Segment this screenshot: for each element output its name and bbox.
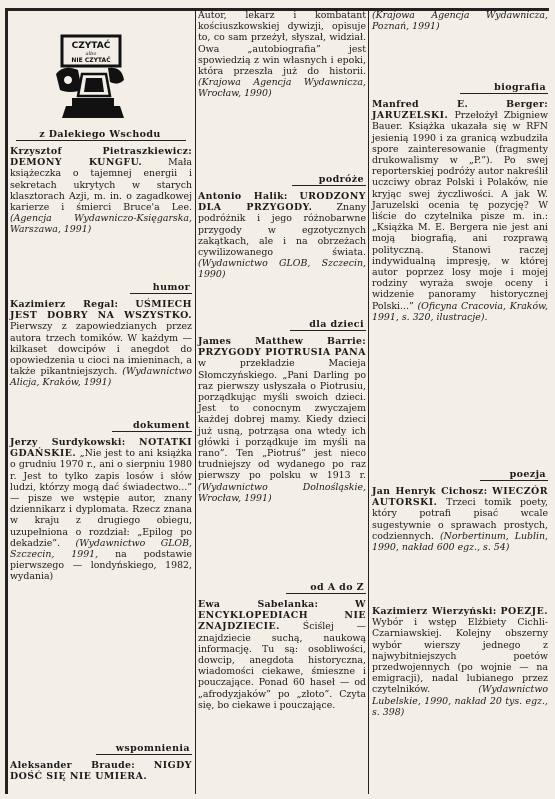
entry-author: Ewa Sabelanka: (198, 599, 319, 610)
entry-title: POEZJE. (500, 606, 549, 617)
entry-author: Kazimierz Regal: (10, 299, 119, 310)
entry-publisher: (Krajowa Agencja Wydawnicza, Wrocław, 1990) (198, 77, 366, 100)
entry-author: Kazimierz Wierzyński: (372, 606, 497, 617)
entry-body: Trzeci tomik poety, który potrafi pisać wcale sugestywnie o sprawach prostych, codziennych. (372, 497, 548, 542)
entry-body: Znany podróżnik i jego różnobarwne przygody w egzotycznych zakątkach, ale i na obrzeżach cywilizowanego świata. (198, 202, 366, 259)
entry-publisher: (Agencja Wydawniczo-Księgarska, Warszawa, 1991) (10, 213, 192, 236)
column-rule-1 (195, 10, 196, 794)
section-head-biografia: biografia (460, 82, 548, 94)
entry-title: UŚMIECH JEST DOBRY NA WSZYSTKO. (10, 299, 192, 322)
entry-publisher: (Krajowa Agencja Wydawnicza, Poznań, 1991) (372, 10, 548, 33)
entry-barrie (198, 336, 366, 504)
entry-body: Autor, lekarz i kombatant kościuszkowskiej dywizji, opisuje to, co sam przeżył, słyszał, widział. Owa „autobiografia” jest spowiedzią z win własnych i epoki, która przeszła już do historii. (198, 10, 366, 78)
entry-note: na podstawie pierwszego — londyńskiego, 1982, wydania) (10, 549, 193, 583)
entry-author: Krzysztof Pietraszkiewicz: (10, 146, 192, 157)
entry-body: Przełożył Zbigniew Bauer. Książka ukazała się w RFN jesienią 1990 i za granicą wzbudziła spore zainteresowanie (fragmenty drukowalismy w „P.”). Po swej reporterskiej podróży autor nakreślił uczciwy obraz Polski i Polaków, nie kryjąc swej życzliwości. A jak W. Jaruzelski ocenia tę pozycję? W liście do czytelnika pisze m. in.: „Książka M. E. Bergera nie jest ani moją biografią, ani rozprawą polityczną. Stanowi raczej indywidualną impresję, w której autor poprzez losy moje i mojej rodziny wyraża swoje oceny i widzenie panoramy historycznej Polski...” (372, 110, 548, 312)
entry-title: NIGDY DOŚĆ SIĘ NIE UMIERA. (10, 760, 193, 783)
entry-author: Aleksander Braude: (10, 760, 136, 771)
entry-author: Antonio Halik: (198, 191, 288, 202)
logo-text-2: albo (85, 51, 97, 57)
entry-title: WIECZÓR AUTORSKI. (372, 486, 548, 509)
entry-braude-cont (198, 10, 366, 100)
entry-author: Jerzy Surdykowski: (10, 437, 126, 448)
entry-body: Pierwszy z zapowiedzianych przez autora trzech tomików. W każdym — kilkaset dowcipów i anegdot do opowiedzenia u cioci na imieninach, a także pikantniejszych. (10, 321, 192, 378)
entry-title: JARUZELSKI. (372, 110, 449, 122)
entry-berger (372, 99, 548, 323)
entry-wierzynski (372, 606, 548, 718)
entry-title: URODZONY DLA PRZYGODY. (198, 191, 366, 214)
section-head-podroze: podróże (292, 174, 366, 186)
entry-body: Mała książeczka o tajemnej energii i sekretach ukrytych w starych klasztorach Azji, m. in. o zagadkowej karierze i śmierci Bruce'a Lee. (10, 157, 192, 214)
entry-braude-start (10, 760, 192, 782)
entry-publisher: (Oficyna Cracovia, Kraków, 1991, s. 320, ilustracje). (372, 300, 548, 323)
entry-publisher: (Wydawnictwo GLOB, Szczecin, 1990) (198, 258, 366, 281)
section-head-poezja: poezja (480, 469, 548, 481)
entry-title: PRZYGODY PIOTRUSIA PANA (198, 347, 366, 359)
entry-title: W ENCYKLOPEDIACH NIE ZNAJDZIECIE. (198, 599, 366, 633)
entry-author: James Matthew Barrie: (198, 336, 366, 347)
section-head-far-east: z Dalekiego Wschodu (16, 129, 186, 141)
section-head-od-a-do-z: od A do Z (286, 582, 366, 594)
entry-author: Manfred E. Berger: (372, 99, 548, 110)
entry-body: w przekładzie Macieja Słomczyńskiego. „Pani Darling po raz pierwszy usłyszała o Piotrusiu, porządkując myśli swoich dzieci. Jest to conocnym zwyczajem każdej dobrej mamy. Kiedy dzieci już usną, potrząsa ona wtedy ich główki i porządkuje im myśli na rano”. Ten „Piotruś” jest nieco trudniejszy od wydanego po raz pierwszy po polsku w 1913 r. (198, 358, 366, 482)
entry-publisher: (Wydawnictwo Alicja, Kraków, 1991) (10, 366, 193, 389)
book-stamp-icon (52, 34, 130, 120)
entry-cichosz (372, 486, 548, 553)
entry-publisher: (Wydawnictwo Dolnośląskie, Wrocław, 1991) (198, 481, 366, 504)
entry-body: „Nie jest to ani książka o grudniu 1970 r., ani o sierpniu 1980 r. Jest to tylko zapis losów i słów ludzi, którzy mogą dać świadectwo...” — pisze we wstępie autor, znany dziennikarz i dyplomata. Rzecz znana w kraju z drugiego obiegu, uzupełniona o rozdział: „Epilog po dekadzie”. (10, 448, 193, 549)
czytac-logo (52, 34, 130, 120)
column-rule-2 (368, 10, 369, 794)
entry-publisher: (Wydawnictwo GLOB, Szczecin, 1991, (10, 537, 192, 561)
section-head-wspomnienia: wspomnienia (96, 743, 192, 755)
entry-publisher: (Norbertinum, Lublin, 1990, nakład 600 egz., s. 54) (372, 530, 548, 554)
entry-halik (198, 191, 366, 281)
entry-author: Jan Henryk Cichosz: (372, 486, 488, 497)
section-head-humor: humor (130, 282, 192, 294)
entry-publisher: (Wydawnictwo Lubelskie, 1990, nakład 20 tys. egz., s. 398) (372, 684, 548, 718)
entry-sabelanka-cont (372, 10, 548, 32)
entry-pietraszkiewicz (10, 146, 192, 236)
entry-surdykowski (10, 437, 192, 583)
section-head-dla-dzieci: dla dzieci (290, 319, 366, 331)
entry-title: DEMONY KUNGFU. (10, 157, 143, 169)
entry-body: Wybór i wstęp Elżbiety Cichli-Czarniawskiej. Kolejny obszerny wybór wierszy jednego z najwybitniejszych poetów przedwojennych (po wojnie — na emigracji), nadal lubianego przez czytelników. (372, 617, 548, 696)
entry-title: NOTATKI GDAŃSKIE. (10, 437, 193, 460)
logo-text-1: CZYTAĆ (71, 41, 111, 51)
entry-sabelanka (198, 599, 366, 711)
section-head-dokument: dokument (112, 420, 192, 432)
entry-regal (10, 299, 192, 389)
entry-body: Ściślej — znajdziecie suchą, naukową informację. Tu są: osobliwości, dowcip, anegdota historyczna, wiadomości ciekawe, śmieszne i pouczające. Ponad 60 haseł — od „afrodyzjaków” po „złoto”. Czyta się, bo ciekawe i pouczające. (198, 621, 367, 711)
logo-text-3: NIE CZYTAĆ (71, 57, 111, 64)
